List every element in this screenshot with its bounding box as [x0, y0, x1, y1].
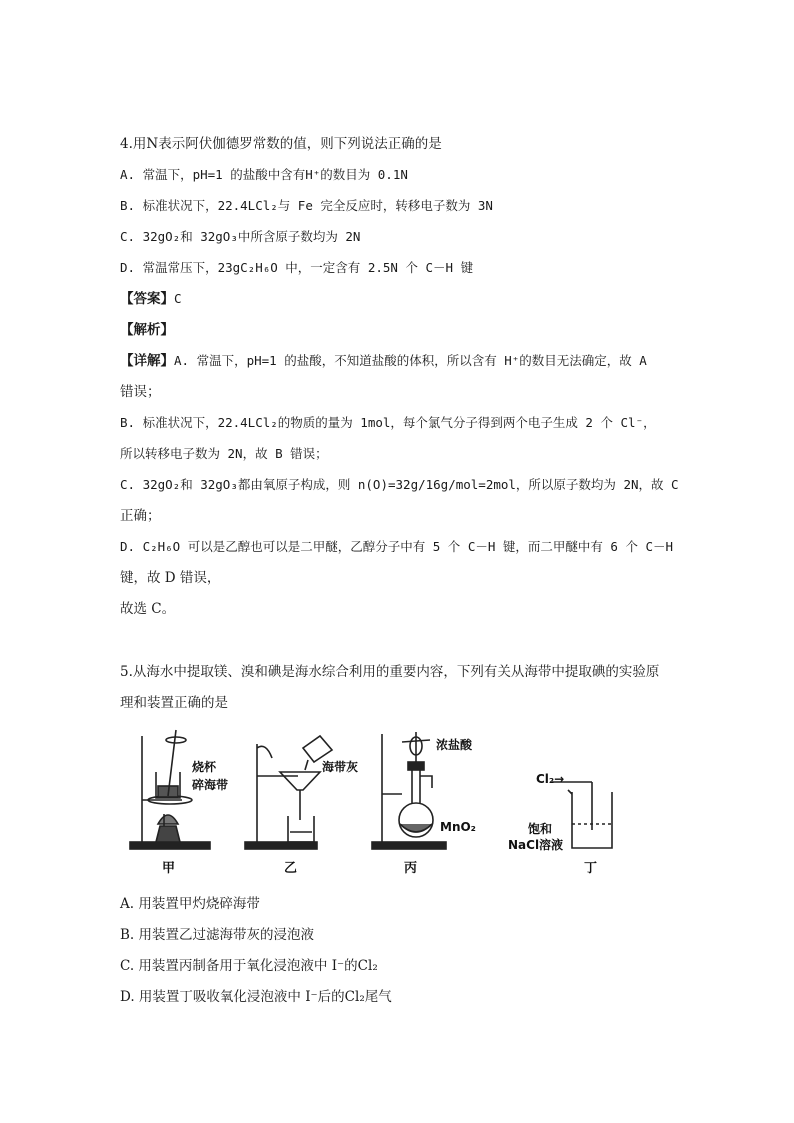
q4-option-b: B. 标准状况下，22.4LCl₂与 Fe 完全反应时，转移电子数为 3N	[120, 198, 493, 213]
bing-mno2-label: MnO₂	[440, 820, 476, 834]
ding-solution-label-1: 饱和	[528, 822, 553, 836]
q5-option-d: D. 用装置丁吸收氧化浸泡液中 I⁻后的Cl₂尾气	[120, 989, 392, 1005]
jia-beaker-label: 烧杯	[192, 760, 217, 774]
apparatus-figure	[120, 728, 620, 878]
q5-stem-line1: 5.从海水中提取镁、溴和碘是海水综合利用的重要内容，下列有关从海带中提取碘的实验原	[120, 664, 660, 680]
yi-label: 乙	[284, 861, 298, 876]
q4-detail-d-line1: D. C₂H₆O 可以是乙醇也可以是二甲醚，乙醇分子中有 5 个 C－H 键，而二甲醚中有 6 个 C－H	[120, 539, 674, 554]
q5-option-c: C. 用装置丙制备用于氧化浸泡液中 I⁻的Cl₂	[120, 958, 378, 974]
detail-a-text: A. 常温下，pH=1 的盐酸，不知道盐酸的体积，所以含有 H⁺的数目无法确定，故 A	[174, 353, 647, 368]
q4-option-d: D. 常温常压下，23gC₂H₆O 中，一定含有 2.5N 个 C－H 键	[120, 260, 474, 275]
answer-tag: 【答案】	[120, 291, 174, 307]
q4-detail-a-line1	[120, 351, 647, 371]
apparatus-yi	[245, 736, 332, 849]
ding-label: 丁	[584, 861, 598, 876]
bing-label: 丙	[404, 861, 418, 876]
q4-option-c: C. 32gO₂和 32gO₃中所含原子数均为 2N	[120, 229, 361, 244]
jia-label: 甲	[162, 861, 176, 876]
q4-detail-b-line2: 所以转移电子数为 2N，故 B 错误；	[120, 446, 328, 461]
q5-option-a: A. 用装置甲灼烧碎海带	[120, 896, 260, 912]
yi-ash-label: 海带灰	[322, 760, 359, 774]
q4-stem: 4.用N表示阿伏伽德罗常数的值，则下列说法正确的是	[120, 136, 442, 152]
answer-value: C	[174, 291, 182, 306]
apparatus-bing	[372, 732, 446, 849]
q5-option-b: B. 用装置乙过滤海带灰的浸泡液	[120, 927, 315, 943]
analysis-tag: 【解析】	[120, 322, 174, 338]
q4-option-a: A. 常温下，pH=1 的盐酸中含有H⁺的数目为 0.1N	[120, 167, 408, 182]
q4-detail-b-line1: B. 标准状况下，22.4LCl₂的物质的量为 1mol，每个氯气分子得到两个电子生成 2 个 Cl⁻，	[120, 415, 656, 430]
jia-seaweed-label: 碎海带	[192, 778, 229, 792]
q4-detail-c-line2: 正确；	[120, 508, 161, 524]
detail-tag: 【详解】	[120, 353, 174, 369]
q4-conclusion: 故选 C。	[120, 601, 176, 617]
ding-cl2-label: Cl₂→	[536, 772, 565, 786]
q5-stem-line2: 理和装置正确的是	[120, 695, 228, 711]
q4-detail-d-line2: 键，故 D 错误，	[120, 570, 221, 586]
bing-acid-label: 浓盐酸	[436, 738, 473, 752]
q4-answer	[120, 289, 182, 309]
ding-solution-label-2: NaCl溶液	[508, 838, 564, 852]
q4-detail-a-line2: 错误；	[120, 384, 161, 400]
q4-detail-c-line1: C. 32gO₂和 32gO₃都由氧原子构成，则 n(O)=32g/16g/mol=2mol，所以原子数均为 2N，故 C	[120, 477, 679, 492]
